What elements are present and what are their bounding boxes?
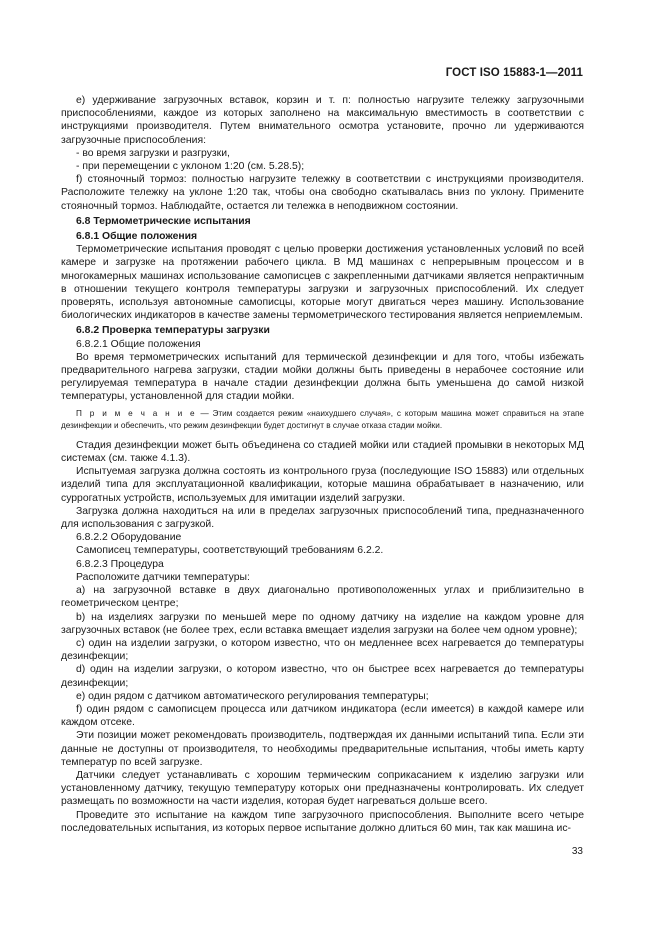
note-paragraph: [61, 408, 584, 433]
section-heading-6-8-1: 6.8.1 Общие положения: [76, 231, 198, 243]
body-paragraph: Термометрические испытания проводят с целью проверки достижения установленных условий по всей камере и загрузке на протяжении рабочего цикла. В МД машинах с непрерывным процессом и в многокамерных машинах использование самописцев с закрепленными датчиками является непрактичным в отношении текущего контроля температуры загрузки и загрузочных приспособлений. Их следует проверять, используя автономные самописцы, которые могут двигаться через машину. Использование биологических индикаторов в качестве замены термометрического тестирования является неприемлемым.: [61, 244, 584, 322]
document-header: ГОСТ ISO 15883-1—2011: [445, 67, 583, 79]
page-number: 33: [571, 846, 583, 857]
body-paragraph: Во время термометрических испытаний для термической дезинфекции и для того, чтобы избежать предварительного нагрева загрузки, стадии мойки должны быть приведены в нерабочее состояние или регулируемая температура в начале стадии дезинфекции должна быть уменьшена до самой низкой температуры, установленной для стадии мойки.: [61, 351, 584, 403]
item-e-paragraph: е) удерживание загрузочных вставок, корзин и т. п: полностью нагрузите тележку загрузочными приспособлениями, каждое из которых заполнено на максимальную вместимость в соответствии с инструкциями производителя. Путем внимательного осмотра установите, прочно ли удерживаются загрузочные приспособления:: [61, 95, 584, 146]
bullet-item: - при перемещении с уклоном 1:20 (см. 5.28.5);: [76, 161, 305, 173]
list-item-f: f) один рядом с самописцем процесса или датчиком индикатора (если имеется) в каждой камере или каждом отсеке.: [61, 703, 584, 729]
body-paragraph: Стадия дезинфекции может быть объединена со стадией мойки или стадией промывки в некоторых МД системах (см. также 4.1.3).: [61, 439, 584, 465]
body-paragraph: Датчики следует устанавливать с хорошим термическим соприкасанием к изделию загрузки или установленному датчику, текущую температуру которых они предназначены контролировать. Их следует размещать по возможности на части изделия, которая будет нагреваться дольше всего.: [61, 769, 584, 808]
item-f-paragraph: f) стояночный тормоз: полностью нагрузите тележку в соответствии с инструкциями производителя. Расположите тележку на уклоне 1:20 так, чтобы она свободно скатывалась вниз по уклону. Примените стояночный тормоз. Наблюдайте, остается ли тележка в неподвижном состоянии.: [61, 174, 584, 212]
note-text: — Этим создается режим «наихудшего случая», с которым машина может справиться на этапе дезинфекции и обеспечить, что режим дезинфекции будет достигнут в случае отказа стадии мойки.: [61, 408, 584, 431]
list-item-c: с) один на изделии загрузки, о котором известно, что он медленнее всех нагревается до температуры дезинфекции;: [61, 637, 584, 663]
body-paragraph: Расположите датчики температуры:: [76, 571, 250, 583]
body-paragraph: Загрузка должна находиться на или в пределах загрузочных приспособлений типа, предназначенного для использования с загрузкой.: [61, 505, 584, 531]
subsection-heading-6-8-2-3: 6.8.2.3 Процедура: [76, 558, 164, 570]
section-heading-6-8: 6.8 Термометрические испытания: [76, 215, 251, 227]
note-label: П р и м е ч а н и е: [76, 408, 197, 418]
list-item-d: d) один на изделии загрузки, о котором известно, что он быстрее всех нагревается до температуры дезинфекции;: [61, 664, 584, 689]
body-paragraph: Проведите это испытание на каждом типе загрузочного приспособления. Выполните всего четыре последовательных испытания, из которых первое испытание должно длиться 60 мин, так как машина ис-: [61, 809, 584, 834]
body-paragraph: Эти позиции может рекомендовать производитель, подтверждая их данными испытаний типа. Если эти данные не доступны от производителя, то необходимы предварительные испытания, чтобы иметь карту температур по всей загрузке.: [61, 730, 584, 768]
list-item-e: е) один рядом с датчиком автоматического регулирования температуры;: [76, 690, 429, 702]
list-item-b: b) на изделиях загрузки по меньшей мере по одному датчику на изделие на каждом уровне для загрузочных вставок (не более трех, если вставка вмещает изделия загрузки на более чем одном уровне);: [61, 611, 584, 636]
document-body: [61, 94, 584, 835]
subsection-heading-6-8-2-2: 6.8.2.2 Оборудование: [76, 532, 182, 544]
body-paragraph: Испытуемая загрузка должна состоять из контрольного груза (последующие ISO 15883) или отдельных изделий типа для эксплуатационной квалификации, которые машина обрабатывает в назначению, или суррогатных устройств, используемых для имитации изделий загрузки.: [61, 466, 584, 504]
subsection-heading-6-8-2-1: 6.8.2.1 Общие положения: [76, 338, 201, 350]
section-heading-6-8-2: 6.8.2 Проверка температуры загрузки: [76, 325, 270, 337]
body-paragraph: Самописец температуры, соответствующий требованиям 6.2.2.: [76, 545, 384, 557]
bullet-item: - во время загрузки и разгрузки,: [76, 147, 230, 159]
list-item-a: а) на загрузочной вставке в двух диагонально противоположенных углах и приблизительно в геометрическом центре;: [61, 585, 584, 610]
